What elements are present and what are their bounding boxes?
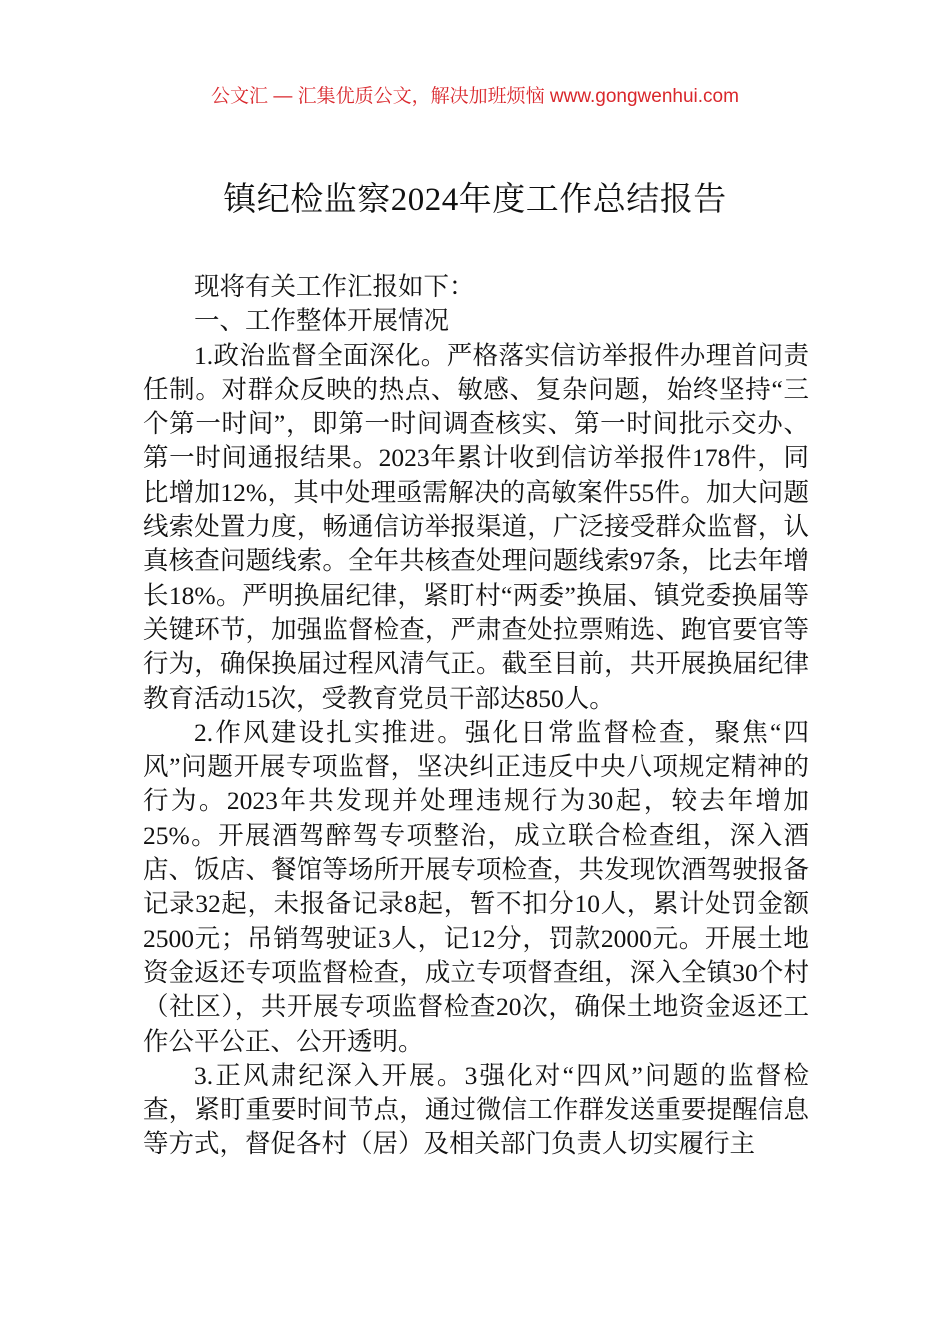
document-title: 镇纪检监察2024年度工作总结报告 [223, 182, 727, 218]
paragraph-political-supervision: 1.政治监督全面深化。严格落实信访举报件办理首问责任制。对群众反映的热点、敏感、复杂问题，始终坚持“三个第一时间”，即第一时间调查核实、第一时间批示交办、第一时间通报结果。2023年累计收到信访举报件178件，同比增加12%，其中处理亟需解决的高敏案件55件。加大问题线索处置力度，畅通信访举报渠道，广泛接受群众监督，认真核查问题线索。全年共核查处理问题线索97条，比去年增长18%。严明换届纪律，紧盯村“两委”换届、镇党委换届等关键环节，加强监督检查，严肃查处拉票贿选、跑官要官等行为，确保换届过程风清气正。截至目前，共开展换届纪律教育活动15次，受教育党员干部达850人。 [143, 340, 809, 713]
watermark-banner: 公文汇 — 汇集优质公文，解决加班烦恼 www.gongwenhui.com [211, 86, 739, 107]
paragraph-discipline: 3.正风肃纪深入开展。3强化对“四风”问题的监督检查，紧盯重要时间节点，通过微信工作群发送重要提醒信息等方式，督促各村（居）及相关部门负责人切实履行主 [143, 1060, 809, 1159]
section-heading: 一、工作整体开展情况 [194, 306, 450, 336]
intro-line: 现将有关工作汇报如下： [194, 272, 475, 301]
paragraph-work-style: 2.作风建设扎实推进。强化日常监督检查，聚焦“四风”问题开展专项监督，坚决纠正违反中央八项规定精神的行为。2023年共发现并处理违规行为30起，较去年增加25%。开展酒驾醉驾专项整治，成立联合检查组，深入酒店、饭店、餐馆等场所开展专项检查，共发现饮酒驾驶报备记录32起，未报备记录8起，暂不扣分10人，累计处罚金额2500元；吊销驾驶证3人，记12分，罚款2000元。开展土地资金返还专项监督检查，成立专项督查组，深入全镇30个村（社区），共开展专项监督检查20次，确保土地资金返还工作公平公正、公开透明。 [143, 717, 809, 1056]
document-body [143, 270, 809, 1162]
